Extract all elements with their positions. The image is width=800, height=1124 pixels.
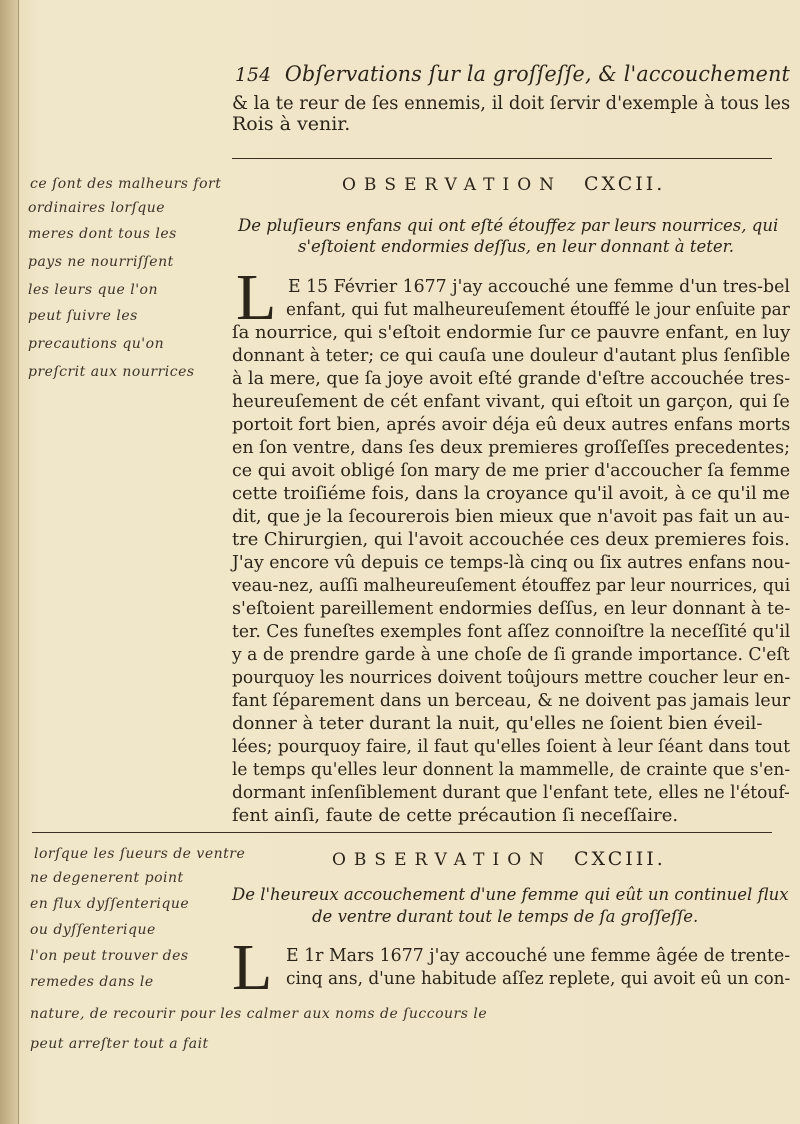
obs2-line: E 1r Mars 1677 j'ay accouché une femme âgée de trente- [286,945,791,966]
handwritten-note: preſcrit aux nourrices [28,364,195,380]
obs2-subtitle-1: De l'heureux accouchement d'une femme qui eût un continuel flux [232,885,789,904]
section-rule-2 [32,832,772,833]
obs2-title: OBSERVATION [332,850,553,870]
obs1-line: à la mere, que ſa joye avoit eſté grande d'eſtre accouchée tres- [232,368,791,389]
obs1-line: le temps qu'elles leur donnent la mammelle, de crainte que s'en- [232,759,791,780]
obs1-line: dormant inſenſiblement durant que l'enfant tete, elles ne l'étouf- [232,782,790,803]
intro-line-1: & la te reur de ſes ennemis, il doit ſervir d'exemple à tous les [232,92,791,114]
running-header [235,62,790,86]
obs1-line: ſa nourrice, qui s'eſtoit endormie ſur ce pauvre enfant, en luy [232,322,791,343]
obs2-heading [332,848,666,870]
handwritten-note: remedes dans le [30,974,154,990]
obs1-line: tre Chirurgien, qui l'avoit accouchée ces deux premieres fois. [232,529,790,550]
obs2-dropcap: L [232,931,273,1004]
obs1-line: E 15 Février 1677 j'ay accouché une femme d'un tres-bel [288,276,790,297]
obs1-subtitle-1: De pluſieurs enfans qui ont eſté étouffez par leurs nourrices, qui [238,216,779,235]
obs1-line: lées; pourquoy faire, il faut qu'elles ſoient à leur ſéant dans tout [232,736,790,757]
intro-line-2: Rois à venir. [232,113,351,135]
obs2-line: cinq ans, d'une habitude aſſez replete, qui avoit eû un con- [286,968,791,989]
handwritten-note: ou dyſſenterique [30,922,156,938]
obs2-number: CXCIII. [574,848,666,870]
handwritten-note: peut ſuivre les [28,308,138,324]
obs1-line: fent ainſi, faute de cette précaution ſi neceſſaire. [232,805,679,826]
obs1-title: OBSERVATION [342,175,563,195]
handwritten-note: meres dont tous les [28,226,177,242]
handwritten-note: en flux dyſſenterique [30,896,190,912]
page-number: 154 [235,64,272,86]
obs1-line: ter. Ces funeſtes exemples font aſſez connoiſtre la neceſſité qu'il [232,621,791,642]
handwritten-note: les leurs que l'on [28,282,158,298]
obs1-line: portoit fort bien, aprés avoir déja eû deux autres enfans morts [232,414,791,435]
obs1-line: donner à teter durant la nuit, qu'elles ne ſoient bien éveil- [232,713,763,734]
obs2-subtitle-2: de ventre durant tout le temps de ſa groſſeſſe. [312,907,699,926]
handwritten-note: ce ſont des malheurs fort [30,176,222,192]
handwritten-note: nature, de recourir pour les calmer aux noms de ſuccours le [30,1006,488,1022]
handwritten-note: ne degenerent point [30,870,184,886]
obs1-line: en ſon ventre, dans ſes deux premieres groſſeſſes precedentes; [232,437,791,458]
obs1-line: pourquoy les nourrices doivent toûjours mettre coucher leur en- [232,667,791,688]
obs1-line: enfant, qui fut malheureuſement étouffé le jour enſuite par [286,299,790,320]
handwritten-note: lorſque les ſueurs de ventre [34,846,246,862]
obs1-number: CXCII. [584,173,666,195]
handwritten-note: l'on peut trouver des [30,948,189,964]
obs1-line: fant ſéparement dans un berceau, & ne doivent pas jamais leur [232,690,791,711]
margin-line [18,0,19,1124]
obs1-heading [342,173,665,195]
section-rule-1 [232,158,772,159]
obs1-dropcap: L [236,261,277,334]
obs1-line: y a de prendre garde à une choſe de ſi grande importance. C'eſt [232,644,790,665]
handwritten-note: peut arreſter tout a fait [30,1036,209,1052]
running-title: Obſervations ſur la groſſeſſe, & l'accouchement [284,62,791,86]
obs1-line: J'ay encore vû depuis ce temps-là cinq ou ſix autres enfans nou- [232,552,791,573]
obs1-line: cette troiſiéme fois, dans la croyance qu'il avoit, à ce qu'il me [232,483,790,504]
obs1-line: donnant à teter; ce qui cauſa une douleur d'autant plus ſenſible [232,345,791,366]
handwritten-note: precautions qu'on [28,336,165,352]
handwritten-note: ordinaires lorſque [28,200,166,216]
obs1-line: dit, que je la ſecourerois bien mieux que n'avoit pas fait un au- [232,506,790,527]
page-gutter [0,0,18,1124]
obs1-line: veau-nez, auſſi malheureuſement étouffez par leur nourrices, qui [232,575,791,596]
obs1-line: heureuſement de cét enfant vivant, qui eſtoit un garçon, qui ſe [232,391,790,412]
obs1-line: ce qui avoit obligé ſon mary de me prier d'accoucher ſa femme [232,460,791,481]
obs1-subtitle-2: s'eſtoient endormies deſſus, en leur donnant à teter. [298,237,735,256]
obs1-line: s'eſtoient pareillement endormies deſſus, en leur donnant à te- [232,598,791,619]
handwritten-note: pays ne nourriſſent [28,254,174,270]
